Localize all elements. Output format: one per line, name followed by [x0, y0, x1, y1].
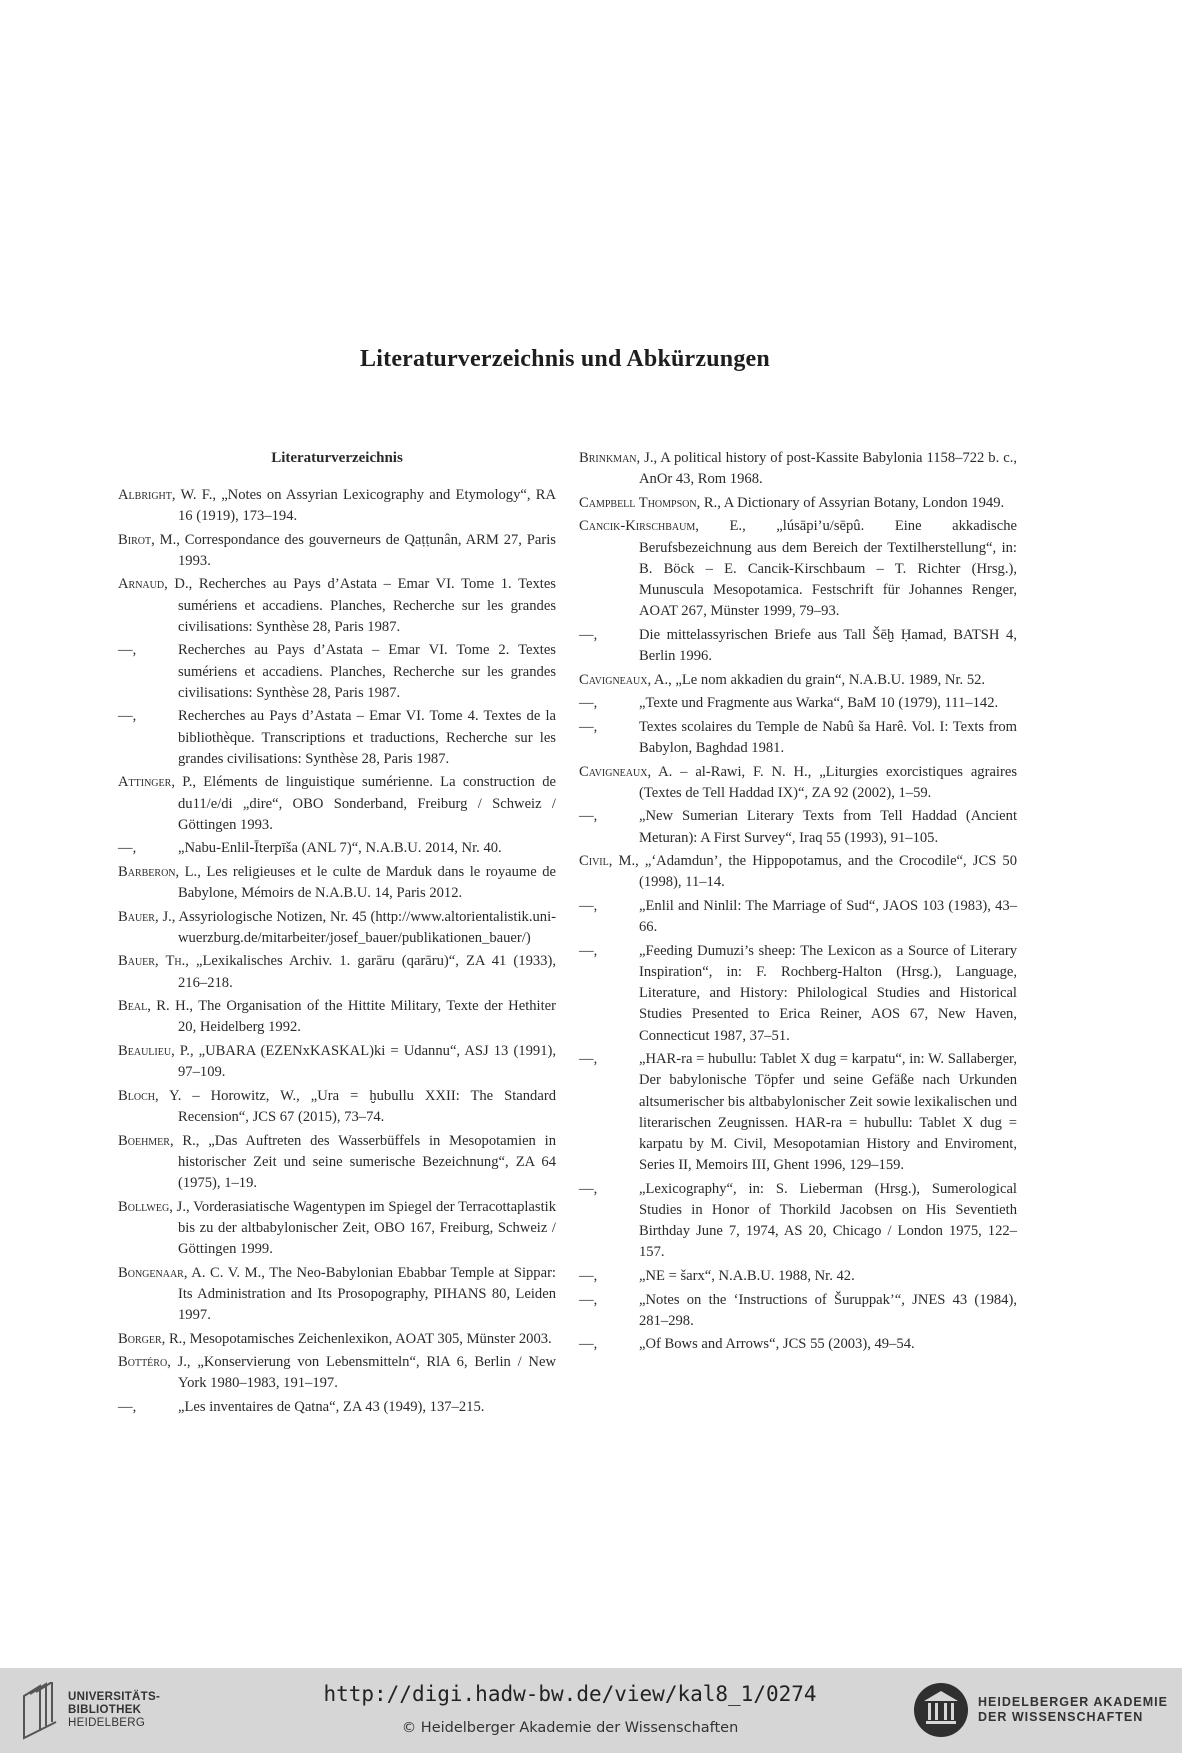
bibliography-column-right — [579, 448, 1017, 1358]
bib-entry: Attinger, P., Eléments de linguistique sumérienne. La construction de du11/e/di „dire“, OBO Sonderband, Freiburg / Schweiz / Göttingen 1993. — [118, 774, 556, 833]
bib-entry: Boehmer, R., „Das Auftreten des Wasserbüffels in Mesopotamien in historischer Zeit und seine sumerische Bezeichnung“, ZA 64 (1975), 1–19. — [118, 1132, 556, 1192]
bib-entry: Arnaud, D., Recherches au Pays d’Astata – Emar VI. Tome 1. Textes sumériens et accadiens. Planches, Recherche sur les grandes civilisations: Synthèse 28, Paris 1987. — [118, 576, 556, 635]
university-library-logo-icon — [18, 1682, 64, 1740]
bib-entry: —, „Lexicography“, in: S. Lieberman (Hrsg.), Sumerological Studies in Honor of Thorkild Jacobsen on His Seventieth Birthday June 7, 1974, AS 20, Chicago / London 1975, 122–157. — [579, 1180, 1017, 1261]
bib-entry: —, „NE = šarx“, N.A.B.U. 1988, Nr. 42. — [579, 1267, 855, 1284]
bib-entry: —, „New Sumerian Literary Texts from Tell Haddad (Ancient Meturan): A First Survey“, Iraq 55 (1993), 91–105. — [579, 808, 1017, 846]
university-library-name: UNIVERSITÄTS- BIBLIOTHEK HEIDELBERG — [68, 1691, 161, 1729]
document-url-link[interactable]: http://digi.hadw-bw.de/view/kal8_1/0274 — [323, 1682, 817, 1706]
bib-entry: —, „HAR-ra = hubullu: Tablet X dug = karpatu“, in: W. Sallaberger, Der babylonische Töpfer und seine Gefäße nach Urkunden altsumerischer bis altbabylonischer Zeit sowie lexikalischen und literarischen Zeugnissen. HAR-ra = hubullu: Tablet X dug = karpatu by M. Civil, Mesopotamian History and Enviroment, Series II, Memoirs III, Ghent 1996, 129–159. — [579, 1051, 1017, 1174]
bib-entry: Brinkman, J., A political history of post-Kassite Babylonia 1158–722 b. c., AnOr 43, Rom 1968. — [579, 450, 1017, 488]
bibliography-column-left — [118, 448, 556, 1421]
bib-entry: —, „Notes on the ‘Instructions of Šuruppak’“, JNES 43 (1984), 281–298. — [579, 1291, 1017, 1329]
bib-entry: Bauer, J., Assyriologische Notizen, Nr. 45 (http://www.altorientalistik.uni-wuerzburg.de/mitarbeiter/josef_bauer/publikationen_bauer/) — [118, 908, 556, 946]
bib-entry: Beal, R. H., The Organisation of the Hittite Military, Texte der Hethiter 20, Heidelberg 1992. — [118, 998, 556, 1036]
bib-entry: Campbell Thompson, R., A Dictionary of Assyrian Botany, London 1949. — [579, 494, 1005, 511]
bib-entry: —, „Texte und Fragmente aus Warka“, BaM 10 (1979), 111–142. — [579, 695, 999, 712]
bib-entry: Beaulieu, P., „UBARA (EZENxKASKAL)ki = Udannu“, ASJ 13 (1991), 97–109. — [118, 1043, 556, 1081]
bib-entry: Bollweg, J., Vorderasiatische Wagentypen im Spiegel der Terracottaplastik bis zu der altbabylonischer Zeit, OBO 167, Freiburg, Schweiz / Göttingen 1999. — [118, 1198, 556, 1258]
bib-entry: —, „Of Bows and Arrows“, JCS 55 (2003), 49–54. — [579, 1336, 915, 1353]
section-heading: Literaturverzeichnis — [271, 450, 403, 466]
bib-entry: Cavigneaux, A. – al-Rawi, F. N. H., „Liturgies exorcistiques agraires (Textes de Tell Haddad IX)“, ZA 92 (2002), 1–59. — [579, 763, 1017, 801]
bib-entry: Bloch, Y. – Horowitz, W., „Ura = ḫubullu XXII: The Standard Recension“, JCS 67 (2015), 73–74. — [118, 1087, 556, 1126]
page-title: Literaturverzeichnis und Abkürzungen — [360, 346, 770, 372]
bib-entry: Albright, W. F., „Notes on Assyrian Lexicography and Etymology“, RA 16 (1919), 173–194. — [118, 486, 556, 524]
bib-entry: Cancik-Kirschbaum, E., „lúsāpi’u/sēpû. Eine akkadische Berufsbezeichnung aus dem Bereich der Textilherstellung“, in: B. Böck – E. Cancik-Kirschbaum – T. Richter (Hrsg.), Munuscula Mesopotamica. Festschrift für Johannes Renger, AOAT 267, Münster 1999, 79–93. — [579, 518, 1017, 620]
bib-entry: —, Die mittelassyrischen Briefe aus Tall Šēḫ Ḥamad, BATSH 4, Berlin 1996. — [579, 626, 1017, 664]
bib-entry: —, Recherches au Pays d’Astata – Emar VI. Tome 4. Textes de la bibliothèque. Transcriptions et traductions, Recherche sur les grandes civilisations: Synthèse 28, Paris 1987. — [118, 708, 556, 767]
bib-entry: —, Textes scolaires du Temple de Nabû ša Harê. Vol. I: Texts from Babylon, Baghdad 1981. — [579, 718, 1017, 756]
copyright-notice: © Heidelberger Akademie der Wissenschaften — [401, 1720, 739, 1736]
bib-entry: Birot, M., Correspondance des gouverneurs de Qaṭṭunân, ARM 27, Paris 1993. — [118, 531, 556, 569]
bib-entry: Barberon, L., Les religieuses et le culte de Marduk dans le royaume de Babylone, Mémoirs de N.A.B.U. 14, Paris 2012. — [118, 863, 556, 902]
academy-logo-icon — [912, 1681, 970, 1739]
bib-entry: Borger, R., Mesopotamisches Zeichenlexikon, AOAT 305, Münster 2003. — [118, 1330, 552, 1347]
academy-name: HEIDELBERGER AKADEMIE DER WISSENSCHAFTEN — [978, 1695, 1168, 1724]
bib-entry: —, „Nabu-Enlil-Īterpīša (ANL 7)“, N.A.B.U. 2014, Nr. 40. — [118, 840, 502, 857]
bib-entry: Bauer, Th., „Lexikalisches Archiv. 1. garāru (qarāru)“, ZA 41 (1933), 216–218. — [118, 953, 556, 991]
viewer-footer — [0, 1668, 1182, 1753]
bib-entry: Bongenaar, A. C. V. M., The Neo-Babylonian Ebabbar Temple at Sippar: Its Administration and Its Prosopography, PIHANS 80, Leiden 1997. — [118, 1264, 556, 1324]
bib-entry: —, „Feeding Dumuzi’s sheep: The Lexicon as a Source of Literary Inspiration“, in: F. Rochberg-Halton (Hrsg.), Language, Literature, and History: Philological Studies and Historical Studies Presented to Erica Reiner, AOS 67, New Haven, Connecticut 1987, 37–51. — [579, 942, 1017, 1044]
bib-entry: —, „Enlil and Ninlil: The Marriage of Sud“, JAOS 103 (1983), 43–66. — [579, 897, 1017, 936]
bib-entry: Civil, M., „‘Adamdun’, the Hippopotamus, and the Crocodile“, JCS 50 (1998), 11–14. — [579, 853, 1017, 891]
bib-entry: —, „Les inventaires de Qatna“, ZA 43 (1949), 137–215. — [118, 1399, 485, 1416]
bib-entry: —, Recherches au Pays d’Astata – Emar VI. Tome 2. Textes sumériens et accadiens. Planches, Recherche sur les grandes civilisations: Synthèse 28, Paris 1987. — [118, 642, 556, 701]
bib-entry: Bottéro, J., „Konservierung von Lebensmitteln“, RlA 6, Berlin / New York 1980–1983, 191–197. — [118, 1354, 556, 1392]
bib-entry: Cavigneaux, A., „Le nom akkadien du grain“, N.A.B.U. 1989, Nr. 52. — [579, 671, 986, 688]
